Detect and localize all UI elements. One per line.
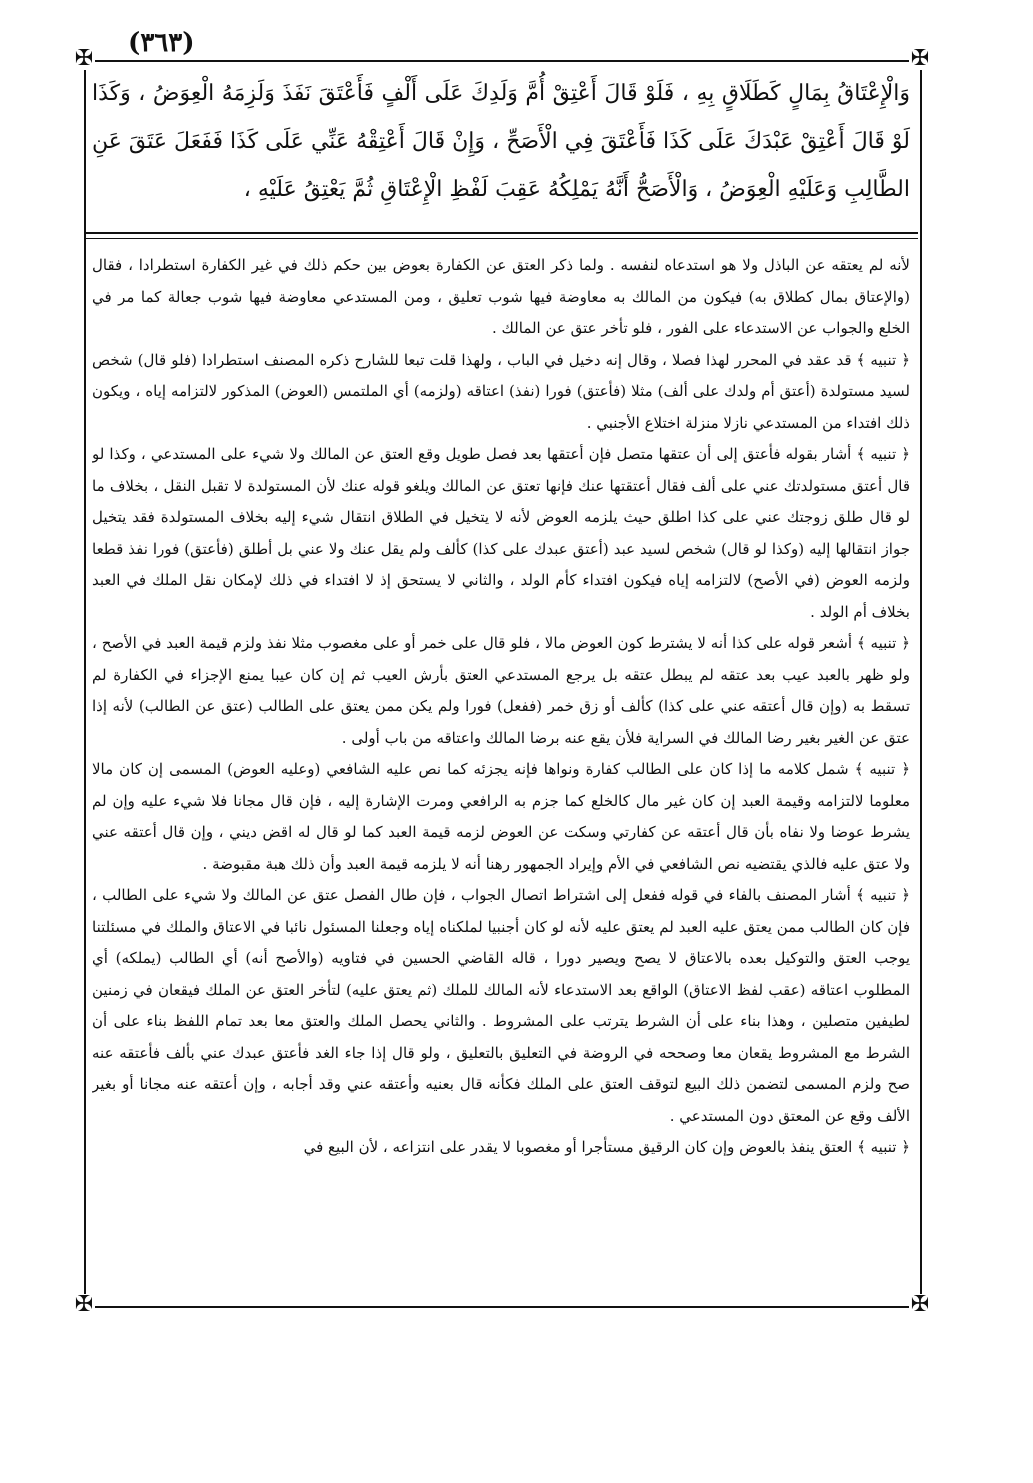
corner-ornament-icon: ✠ [74,1292,94,1317]
separator-rule [86,232,918,234]
corner-ornament-icon: ✠ [910,1292,930,1317]
commentary-paragraph: لأنه لم يعتقه عن الباذل ولا هو استدعاه لنفسه . ولما ذكر العتق عن الكفارة بعوض بين حكم ذلك في غير الكفارة استطرادا ، فقال (والإعتاق بمال كطلاق به) فيكون من المالك به معاوضة فيها شوب تعليق ، ومن المستدعي معاوضة فيها شوب جعالة كما مر في الخلع والجواب عن الاستدعاء على الفور ، فلو تأخر عتق عن المالك . [92,256,910,337]
corner-ornament-icon: ✠ [910,46,930,71]
matn-text [92,70,910,214]
commentary-paragraph: ﴿ تنبيه ﴾ قد عقد في المحرر لهذا فصلا ، وقال إنه دخيل في الباب ، ولهذا قلت تبعا للشارح ذكره المصنف استطرادا (فلو قال) شخص لسيد مستولدة (أعتق أم ولدك على ألف) مثلا (فأعتق) فورا (نفذ) اعتاقه (ولزمه) أي الملتمس (العوض) المذكور لالتزامه إياه ، ويكون ذلك افتداء من المستدعي نازلا منزلة اختلاع الأجنبي . [92,350,910,432]
commentary-text [92,250,910,1300]
commentary-paragraph: ﴿ تنبيه ﴾ أشار المصنف بالفاء في قوله ففعل إلى اشتراط اتصال الجواب ، فإن طال الفصل عتق عن المالك ولا شيء على الطالب ، فإن كان الطالب ممن يعتق عليه العبد لم يعتق عليه لأنه لو كان أجنبيا لملكناه إياه وجعلنا المسئول نائبا في الاعتاق والملك في مسئلتنا يوجب العتق والتوكيل بعده بالاعتاق لا يصح ويصير دورا ، قاله القاضي الحسين في فتاويه (والأصح أنه) أي الطالب (يملكه) أي المطلوب اعتاقه (عقب لفظ الاعتاق) الواقع بعد الاستدعاء لأنه المالك للملك (ثم يعتق عليه) لتأخر العتق عن الملك فيقعان في زمنين لطيفين متصلين ، وهذا بناء على أن الشرط يترتب على المشروط . والثاني يحصل الملك والعتق معا بعد تمام اللفظ بناء على أن الشرط مع المشروط يقعان معا وصححه في الروضة في التعليق بالتعليق ، ولو قال إذا جاء الغد فأعتق عبدك عني بألف فأعتقه عنه صح ولزم المسمى لتضمن ذلك البيع لتوقف العتق على الملك فكأنه قال بعنيه وأعتقه عني وقد أجابه ، وإن أعتقه عنه مجانا أو بغير الألف وقع عن المعتق دون المستدعي . [92,886,910,1125]
commentary-paragraph: ﴿ تنبيه ﴾ أشار بقوله فأعتق إلى أن عتقها متصل فإن أعتقها بعد فصل طويل وقع العتق عن المالك ولا شيء على المستدعي ، وكذا لو قال أعتق مستولدتك عني على ألف فقال أعتقتها عنك فإنها تعتق عن المالك ويلغو قوله عنك لأن المستولدة لا تقبل النقل ، بخلاف ما لو قال طلق زوجتك عني على كذا اطلق حيث يلزمه العوض لأنه لا يتخيل في الطلاق انتقال شيء إليه بخلاف المستولدة فقد يتخيل جواز انتقالها إليه (وكذا لو قال) شخص لسيد عبد (أعتق عبدك على كذا) كألف ولم يقل عنك ولا عني بل أطلق (فأعتق) فورا نفذ قطعا ولزمه العوض (في الأصح) لالتزامه إياه فيكون افتداء كأم الولد ، والثاني لا يستحق إذ لا افتداء في ذلك لإمكان نقل الملك في العبد بخلاف أم الولد . [92,445,910,621]
separator-rule [86,238,918,239]
matn-paragraph: وَالْإِعْتَاقُ بِمَالٍ كَطَلَاقٍ بِهِ ، فَلَوْ قَالَ أَعْتِقْ أُمَّ وَلَدِكَ عَلَى أَلْفٍ فَأَعْتَقَ نَفَذَ وَلَزِمَهُ الْعِوَضُ ، وَكَذَا لَوْ قَالَ أَعْتِقْ عَبْدَكَ عَلَى كَذَا فَأَعْتَقَ فِي الْأَصَحِّ ، وَإِنْ قَالَ أَعْتِقْهُ عَنِّي عَلَى كَذَا فَفَعَلَ عَتَقَ عَنِ الطَّالِبِ وَعَلَيْهِ الْعِوَضُ ، وَالْأَصَحُّ أَنَّهُ يَمْلِكُهُ عَقِبَ لَفْظِ الْإِعْتَاقِ ثُمَّ يَعْتِقُ عَلَيْهِ ، [92,81,910,202]
frame-top-rule [84,60,920,62]
commentary-paragraph: ﴿ تنبيه ﴾ أشعر قوله على كذا أنه لا يشترط كون العوض مالا ، فلو قال على خمر أو على مغصوب مثلا نفذ ولزم قيمة العبد في الأصح ، ولو ظهر بالعبد عيب بعد عتقه لم يبطل عتقه بل يرجع المستدعي العتق بأرش العيب ثم إن كان عيبا يمنع الإجزاء في الكفارة لم تسقط به (وإن قال أعتقه عني على كذا) كألف أو زق خمر (ففعل) فورا ولم يكن ممن يعتق على الطالب (عتق عن الطالب) لأنه إذا عتق عن الغير بغير رضا المالك في السراية فلأن يقع عنه برضا المالك واعتاقه من باب أولى . [92,634,910,747]
commentary-paragraph: ﴿ تنبيه ﴾ شمل كلامه ما إذا كان على الطالب كفارة ونواها فإنه يجزئه كما نص عليه الشافعي (وعليه العوض) المسمى إن كان مالا معلوما لالتزامه وقيمة العبد إن كان غير مال كالخلع كما جزم به الرافعي ومرت الإشارة إليه ، فإن قال مجانا فلا شيء عليه وإن لم يشرط عوضا ولا نفاه بأن قال أعتقه عن كفارتي وسكت عن العوض لزمه قيمة العبد كما لو قال له اقض ديني ، وإن قال أعتقه عني ولا عتق عليه فالذي يقتضيه نص الشافعي في الأم وإيراد الجمهور رهنا أنه لا يلزمه قيمة العبد وأن ذلك هبة مقبوضة . [92,760,910,873]
frame-bottom-rule [84,1306,920,1308]
corner-ornament-icon: ✠ [74,46,94,71]
page-number: (٣٦٣) [128,28,195,58]
commentary-paragraph: ﴿ تنبيه ﴾ العتق ينفذ بالعوض وإن كان الرقيق مستأجرا أو مغصوبا لا يقدر على انتزاعه ، لأن البيع في [303,1138,910,1156]
